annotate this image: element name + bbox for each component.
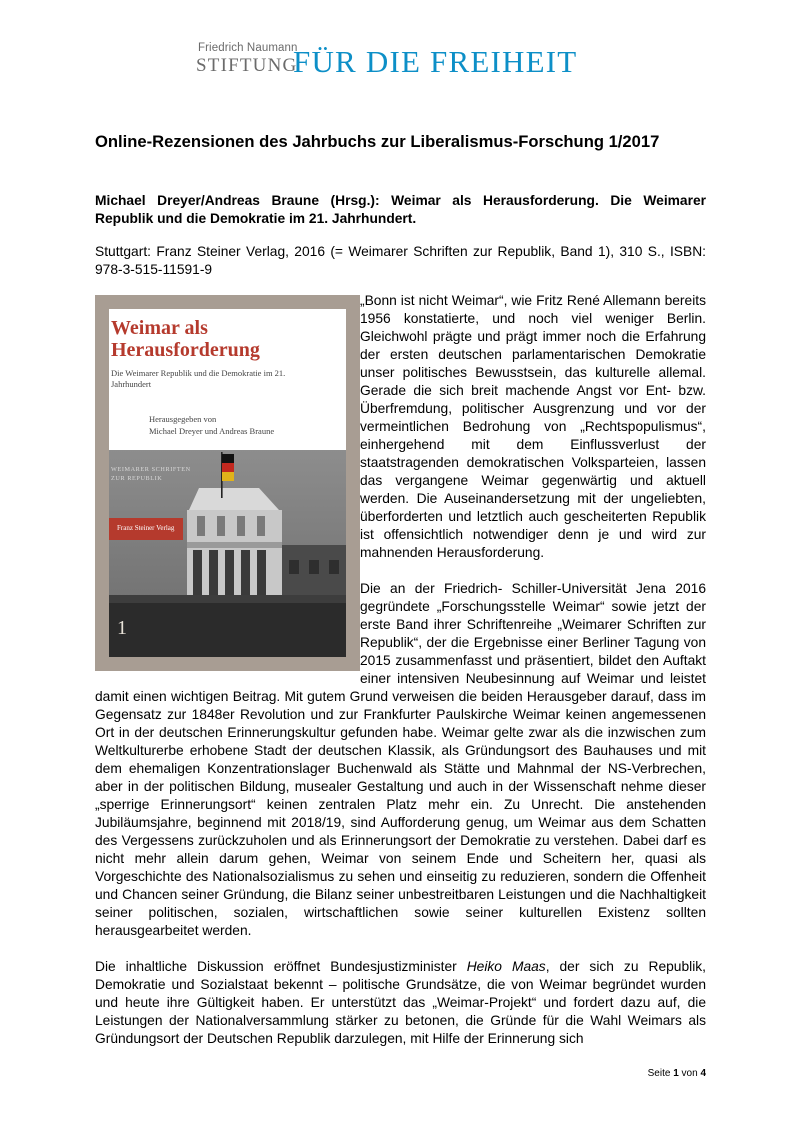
cover-publisher: Franz Steiner Verlag	[117, 524, 175, 532]
paragraph-3-start: Die inhaltliche Diskussion eröffnet Bundesjustizminister	[95, 959, 467, 974]
logo-line-2: STIFTUNG	[196, 55, 298, 76]
foundation-logo	[196, 42, 616, 82]
page-label: Seite	[647, 1068, 671, 1079]
page-total: 4	[700, 1068, 706, 1079]
paragraph-3	[95, 958, 706, 1048]
page-footer	[620, 1068, 706, 1079]
book-cover	[95, 295, 360, 671]
page-number: 1	[673, 1068, 679, 1079]
book-title: Michael Dreyer/Andreas Braune (Hrsg.): Weimar als Herausforderung. Die Weimarer Republik und die Demokratie im 21. Jahrhundert.	[95, 193, 706, 226]
document-title: Online-Rezensionen des Jahrbuchs zur Liberalismus-Forschung 1/2017	[95, 132, 660, 151]
page-of: von	[681, 1068, 698, 1079]
publication-details: Stuttgart: Franz Steiner Verlag, 2016 (= Weimarer Schriften zur Republik, Band 1), 310 S., ISBN: 978-3-515-11591-9	[95, 244, 706, 277]
cover-editors: Herausgegeben von Michael Dreyer und Andreas Braune	[149, 414, 275, 436]
cover-title: Weimar als Herausforderung	[111, 317, 260, 361]
logo-claim: FÜR DIE FREIHEIT	[293, 44, 578, 79]
paragraph-1: „Bonn ist nicht Weimar“, wie Fritz René Allemann bereits 1956 konstatierte, und noch viel weniger Berlin. Gleichwohl prägte und prägt immer noch die Erfahrung der ersten deutschen parlamentarischen Demokratie unser politisches Bewusstsein, das kulturelle allemal. Gerade die sich breit machende Angst vor Ent- bzw. Überfremdung, politischer Ausgrenzung und vor der vermeintlichen Bedrohung von „Rechtspopulismus“, einhergehend mit dem Einflussverlust der staatstragenden demokratischen Volksparteien, lassen das vergangene Weimar gegenwärtig und aktuell werden. Die Auseinandersetzung mit der ungeliebten, überforderten und letztlich auch gescheiterten Republik ist offensichtlich notwendiger denn je und wird zur mahnenden Herausforderung.	[360, 293, 706, 560]
paragraph-3-rest: , der sich zu Republik, Demokratie und Sozialstaat bekennt – politische Grundsätze, die von Weimar begründet wurden und heute ihre Gültigkeit haben. Er unterstützt das „Weimar-Projekt“ und fordert dazu auf, die Leistungen der Nationalversammlung stärker zu betonen, die Gründe für die Wahl Weimars als Gründungsort der Deutschen Republik darzulegen, mit Hilfe der Erinnerung sich	[95, 959, 706, 1046]
cover-subtitle: Die Weimarer Republik und die Demokratie im 21. Jahrhundert	[111, 368, 286, 389]
cover-series: WEIMARER SCHRIFTEN ZUR REPUBLIK	[111, 466, 191, 482]
cover-volume-number: 1	[117, 617, 127, 639]
logo-line-1: Friedrich Naumann	[198, 42, 298, 54]
paragraph-2: Die an der Friedrich- Schiller-Universität Jena 2016 gegründete „Forschungsstelle Weimar“ sowie jetzt der erste Band ihrer Schriftenreihe „Weimarer Schriften zur Republik“, der die Ergebnisse einer Berliner Tagung von 2015 zusammenfasst und präsentiert, bildet den Auftakt einer intensiven Neubesinnung auf Weimar und leistet damit einen wichtigen Beitrag. Mit gutem Grund verweisen die beiden Herausgeber darauf, dass im Gegensatz zur 1848er Revolution und zur Frankfurter Paulskirche Weimar keinen angemessenen Ort in der deutschen Erinnerungskultur gefunden habe. Weimar gelte zwar als die inzwischen zum Weltkulturerbe erhobene Stadt der deutschen Klassik, als Gründungsort des Bauhauses und mit dem ehemaligen Konzentrationslager Buchenwald als Stätte und Mahnmal der NS-Verbrechen, aber in der politischen Bildung, musealer Gestaltung und auch in der Wissenschaft nehme dieser „sperrige Erinnerungsort“ keinen zentralen Platz mehr ein. Zu Unrecht. Die anstehenden Jubiläumsjahre, beginnend mit 2018/19, sind Aufforderung genug, um Weimar aus dem Schatten des Vergessens zurückzuholen und als Erinnerungsort der Demokratie zu verstehen. Dabei darf es nicht mehr allein darum gehen, Weimar von seinem Ende und Scheitern her, quasi als Vorgeschichte des Nationalsozialismus zu sehen und einseitig zu reduzieren, sondern die Offenheit und Chancen seiner Gründung, die Bilanz seiner unbestreitbaren Leistungen und die Nachhaltigkeit seiner politischen, sozialen, wirtschaftlichen sowie seiner kulturellen Existenz sollten herausgearbeitet werden.	[95, 581, 706, 938]
person-name: Heiko Maas	[466, 959, 546, 974]
